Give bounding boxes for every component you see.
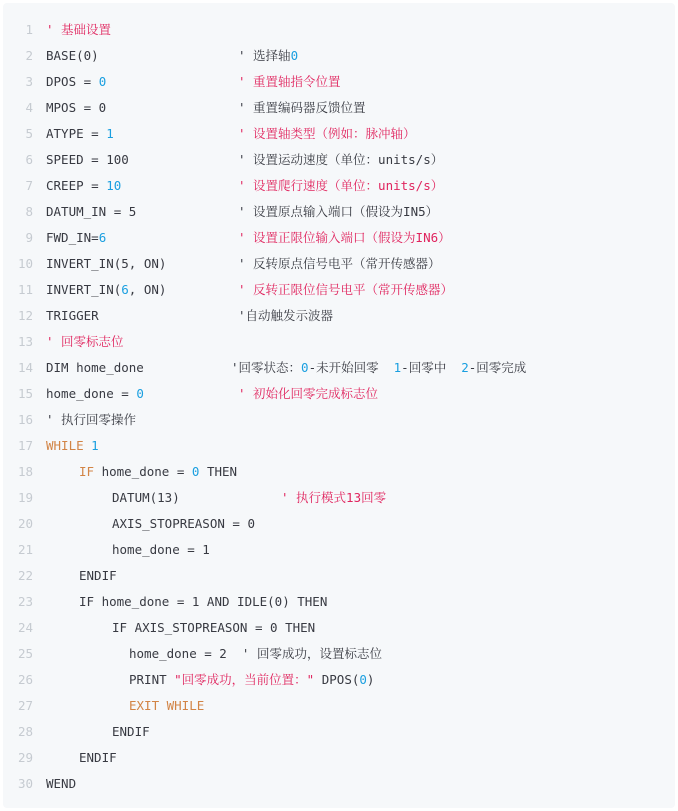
code-token: DPOS = [46, 74, 99, 89]
code-line [3, 95, 675, 121]
code-line [3, 485, 675, 511]
code-token: WHILE [46, 438, 92, 453]
code-token: ' 设置运动速度（单位：units/s） [238, 152, 444, 167]
code-token: 0 [191, 464, 200, 479]
code-token: MPOS = 0 [46, 100, 107, 115]
code-token: 1 [91, 438, 99, 453]
line-number: 29 [17, 750, 33, 765]
code-token: 1 [106, 126, 114, 141]
code-token: SPEED = 100 [46, 152, 129, 167]
code-token: 6 [121, 282, 129, 297]
line-number: 18 [17, 464, 33, 479]
code-line [3, 771, 675, 797]
code-token: ' 执行模式13回零 [281, 490, 387, 505]
code-token: -回零完成 [468, 360, 527, 375]
line-code [79, 563, 117, 589]
line-comment [238, 199, 438, 225]
line-number: 8 [25, 204, 33, 219]
code-token: '自动触发示波器 [238, 308, 334, 323]
code-line [3, 199, 675, 225]
code-token: ENDIF [79, 750, 117, 765]
code-token: ENDIF [112, 724, 150, 739]
code-line [3, 355, 675, 381]
line-code [46, 355, 527, 381]
code-token: 0 [98, 74, 107, 89]
code-token: EXIT WHILE [129, 698, 205, 713]
line-code [129, 693, 204, 719]
line-number: 27 [17, 698, 33, 713]
code-token: DPOS( [314, 672, 360, 687]
line-code [46, 381, 379, 407]
code-token: 0 [136, 386, 144, 401]
code-token: TRIGGER [46, 308, 99, 323]
code-token: ' 回零标志位 [46, 334, 124, 349]
code-line [3, 511, 675, 537]
code-token: , ON) [128, 282, 167, 297]
line-code [46, 277, 454, 303]
code-token: DIM home_done [46, 360, 144, 375]
line-code [46, 329, 124, 355]
code-line [3, 693, 675, 719]
code-line [3, 667, 675, 693]
line-number: 28 [17, 724, 33, 739]
code-token: '回零状态： [231, 360, 302, 375]
line-number: 20 [17, 516, 33, 531]
line-code [46, 147, 444, 173]
line-code [129, 667, 374, 693]
code-line [3, 719, 675, 745]
code-token: 0 [290, 48, 299, 63]
line-code [112, 719, 150, 745]
code-line [3, 17, 675, 43]
line-code [46, 407, 136, 433]
code-line [3, 407, 675, 433]
code-line [3, 69, 675, 95]
line-comment [238, 43, 298, 69]
line-comment [238, 303, 333, 329]
line-code [79, 589, 327, 615]
line-number: 1 [25, 22, 33, 37]
line-code [79, 459, 237, 485]
line-number: 30 [17, 776, 33, 791]
code-token: ' 设置轴类型（例如：脉冲轴） [238, 126, 416, 141]
code-token: ENDIF [79, 568, 117, 583]
line-code [112, 615, 315, 641]
line-comment [231, 355, 526, 381]
code-block [3, 3, 675, 808]
line-code [46, 121, 416, 147]
code-token: "回零成功，当前位置：" [174, 672, 315, 687]
code-line [3, 277, 675, 303]
line-number: 26 [17, 672, 33, 687]
line-comment [238, 277, 453, 303]
code-token: home_done = 2 [129, 646, 242, 661]
code-token: ' 反转原点信号电平（常开传感器） [238, 256, 441, 271]
code-token: home_done = 1 [112, 542, 210, 557]
code-token: THEN [199, 464, 238, 479]
line-code [46, 43, 299, 69]
code-line [3, 381, 675, 407]
code-line [3, 121, 675, 147]
code-token: ' 重置轴指令位置 [238, 74, 341, 89]
line-comment [238, 225, 451, 251]
line-code [46, 173, 444, 199]
code-token: DATUM(13) [112, 490, 180, 505]
line-code [129, 641, 382, 667]
line-comment [238, 69, 341, 95]
line-number: 2 [25, 48, 33, 63]
line-number: 25 [17, 646, 33, 661]
line-number: 12 [17, 308, 33, 323]
line-number: 7 [25, 178, 33, 193]
code-line [3, 589, 675, 615]
code-line [3, 251, 675, 277]
code-token: ' 设置正限位输入端口（假设为IN6） [238, 230, 451, 245]
code-token: ' 选择轴 [238, 48, 291, 63]
line-comment [238, 121, 416, 147]
line-code [46, 771, 76, 797]
code-token: WEND [46, 776, 77, 791]
line-number: 11 [17, 282, 33, 297]
code-line [3, 43, 675, 69]
code-token: IF home_done = 1 AND IDLE(0) THEN [79, 594, 328, 609]
line-code [46, 251, 441, 277]
line-number: 10 [17, 256, 33, 271]
line-code [112, 485, 387, 511]
line-number: 13 [17, 334, 33, 349]
line-number: 23 [17, 594, 33, 609]
code-line [3, 641, 675, 667]
code-line [3, 459, 675, 485]
line-number: 15 [17, 386, 33, 401]
line-number: 3 [25, 74, 33, 89]
code-line [3, 329, 675, 355]
code-token: ' 回零成功，设置标志位 [241, 646, 382, 661]
code-line [3, 147, 675, 173]
code-token: ' 基础设置 [46, 22, 112, 37]
code-token: 0 [359, 672, 367, 687]
code-token: CREEP = [46, 178, 107, 193]
code-token: IF AXIS_STOPREASON = 0 THEN [112, 620, 316, 635]
line-number: 5 [25, 126, 33, 141]
code-token: home_done = [101, 464, 192, 479]
code-line [3, 433, 675, 459]
line-number: 4 [25, 100, 33, 115]
line-number: 19 [17, 490, 33, 505]
line-number: 16 [17, 412, 33, 427]
code-token: AXIS_STOPREASON = 0 [112, 516, 255, 531]
line-comment [238, 173, 443, 199]
code-token: ' 初始化回零完成标志位 [238, 386, 379, 401]
line-number: 22 [17, 568, 33, 583]
code-line [3, 563, 675, 589]
code-token: 1 [393, 360, 402, 375]
line-comment [238, 147, 443, 173]
code-token: ' 设置原点输入端口（假设为IN5） [238, 204, 439, 219]
code-line [3, 745, 675, 771]
line-code [46, 225, 451, 251]
code-token: home_done = [46, 386, 137, 401]
code-token: 2 [461, 360, 469, 375]
line-number: 14 [17, 360, 33, 375]
line-code [112, 511, 255, 537]
code-token: ) [366, 672, 375, 687]
line-code [46, 303, 334, 329]
code-line [3, 537, 675, 563]
line-code [46, 433, 99, 459]
line-comment [238, 95, 366, 121]
line-number: 21 [17, 542, 33, 557]
code-token: 0 [301, 360, 309, 375]
code-token: 6 [98, 230, 107, 245]
code-token: INVERT_IN(5, ON) [46, 256, 167, 271]
line-comment [238, 251, 441, 277]
line-number: 24 [17, 620, 33, 635]
line-code [46, 69, 341, 95]
code-token: DATUM_IN = 5 [46, 204, 137, 219]
code-token: BASE(0) [46, 48, 99, 63]
code-token: -回零中 [401, 360, 462, 375]
code-token: FWD_IN= [46, 230, 99, 245]
code-token: PRINT [129, 672, 175, 687]
code-token: ' 设置爬行速度（单位：units/s） [238, 178, 444, 193]
code-token: ' 执行回零操作 [46, 412, 137, 427]
line-number: 9 [25, 230, 33, 245]
code-token: ATYPE = [46, 126, 107, 141]
line-comment [238, 381, 378, 407]
code-token: INVERT_IN( [46, 282, 122, 297]
line-code [79, 745, 117, 771]
line-code [112, 537, 210, 563]
line-number: 17 [17, 438, 33, 453]
code-token: 10 [106, 178, 122, 193]
code-token: IF [79, 464, 102, 479]
line-code [46, 95, 366, 121]
code-line [3, 225, 675, 251]
code-line [3, 173, 675, 199]
line-code [46, 17, 111, 43]
line-code [46, 199, 439, 225]
line-comment [281, 485, 386, 511]
code-line [3, 615, 675, 641]
code-token: ' 反转正限位信号电平（常开传感器） [238, 282, 454, 297]
code-token: ' 重置编码器反馈位置 [238, 100, 366, 115]
code-token: -未开始回零 [308, 360, 394, 375]
line-number: 6 [25, 152, 33, 167]
code-line [3, 303, 675, 329]
